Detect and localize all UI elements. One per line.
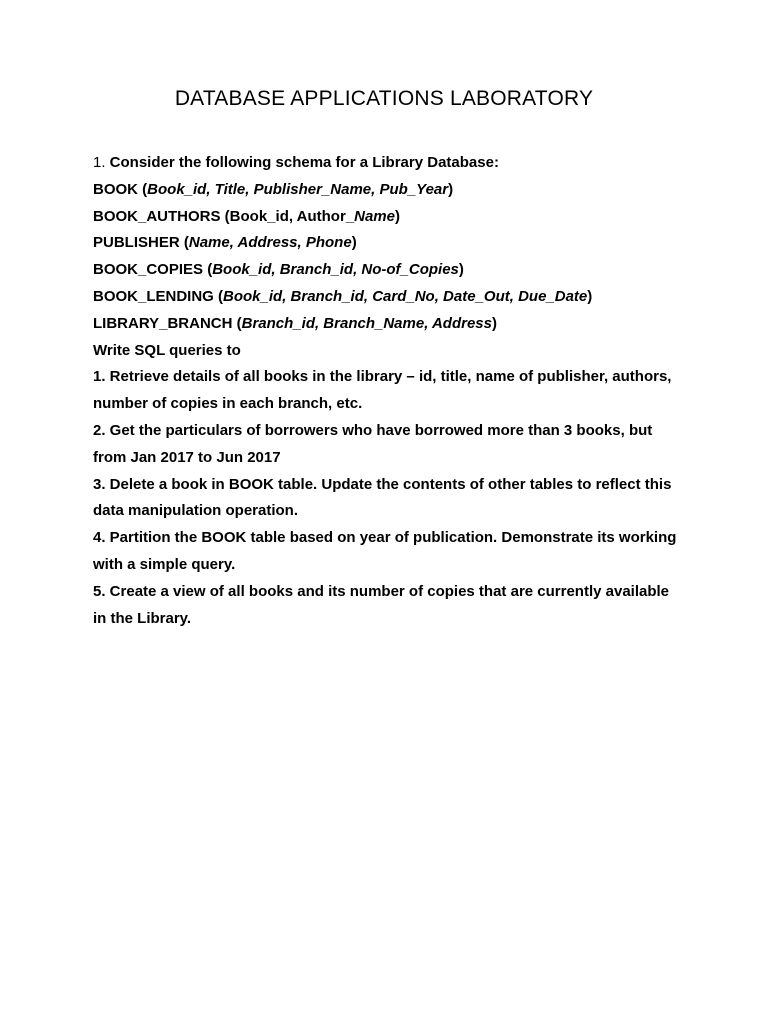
schema-close: ) (448, 180, 454, 198)
schema-open: ( (138, 180, 148, 198)
schema-attributes: Branch_id, Branch_Name, Address (241, 314, 492, 332)
schema-line-publisher (93, 230, 683, 257)
table-name: BOOK_LENDING (93, 287, 214, 305)
schema-line-book (93, 177, 683, 204)
schema-line-library-branch (93, 311, 683, 338)
schema-open: ( (213, 287, 224, 305)
intro-line (93, 150, 683, 177)
schema-attributes: Name (354, 207, 395, 225)
instruction-line: Write SQL queries to (93, 341, 241, 359)
schema-close: ) (394, 207, 400, 225)
table-name: LIBRARY_BRANCH (93, 314, 233, 332)
schema-open: ( (179, 234, 189, 252)
schema-close: ) (458, 261, 464, 279)
schema-open: ( (232, 314, 242, 332)
schema-open: ( (203, 261, 213, 279)
schema-close: ) (492, 314, 497, 332)
table-name: PUBLISHER (93, 234, 180, 252)
lab-exercise (93, 150, 683, 632)
query-item-3: 3. Delete a book in BOOK table. Update the contents of other tables to reflect this data manipulation operation. (93, 475, 672, 520)
query-item-2: 2. Get the particulars of borrowers who have borrowed more than 3 books, but from Jan 2017 to Jun 2017 (93, 421, 653, 466)
table-name: BOOK_COPIES (93, 261, 204, 279)
schema-line-book-lending (93, 284, 683, 311)
query-item-1: 1. Retrieve details of all books in the library – id, title, name of publisher, authors, number of copies in each branch, etc. (93, 368, 672, 413)
schema-attributes: Book_id, Branch_id, Card_No, Date_Out, Due_Date (223, 287, 588, 305)
schema-open: (Book_id, Author_ (220, 207, 355, 225)
exercise-number: 1. (93, 154, 106, 171)
schema-line-book-copies (93, 257, 683, 284)
query-item-4: 4. Partition the BOOK table based on year of publication. Demonstrate its working with a simple query. (93, 529, 677, 573)
schema-attributes: Book_id, Branch_id, No-of_Copies (212, 261, 459, 279)
schema-line-book-authors (93, 204, 683, 231)
table-name: BOOK (93, 180, 138, 198)
query-item-5: 5. Create a view of all books and its number of copies that are currently available in the Library. (93, 582, 670, 627)
schema-close: ) (587, 287, 593, 305)
table-name: BOOK_AUTHORS (93, 207, 221, 225)
schema-close: ) (351, 234, 357, 252)
schema-attributes: Book_id, Title, Publisher_Name, Pub_Year (147, 180, 449, 198)
intro-text: Consider the following schema for a Library Database: (105, 154, 499, 171)
schema-attributes: Name, Address, Phone (188, 234, 352, 252)
page-title: DATABASE APPLICATIONS LABORATORY (174, 87, 594, 110)
